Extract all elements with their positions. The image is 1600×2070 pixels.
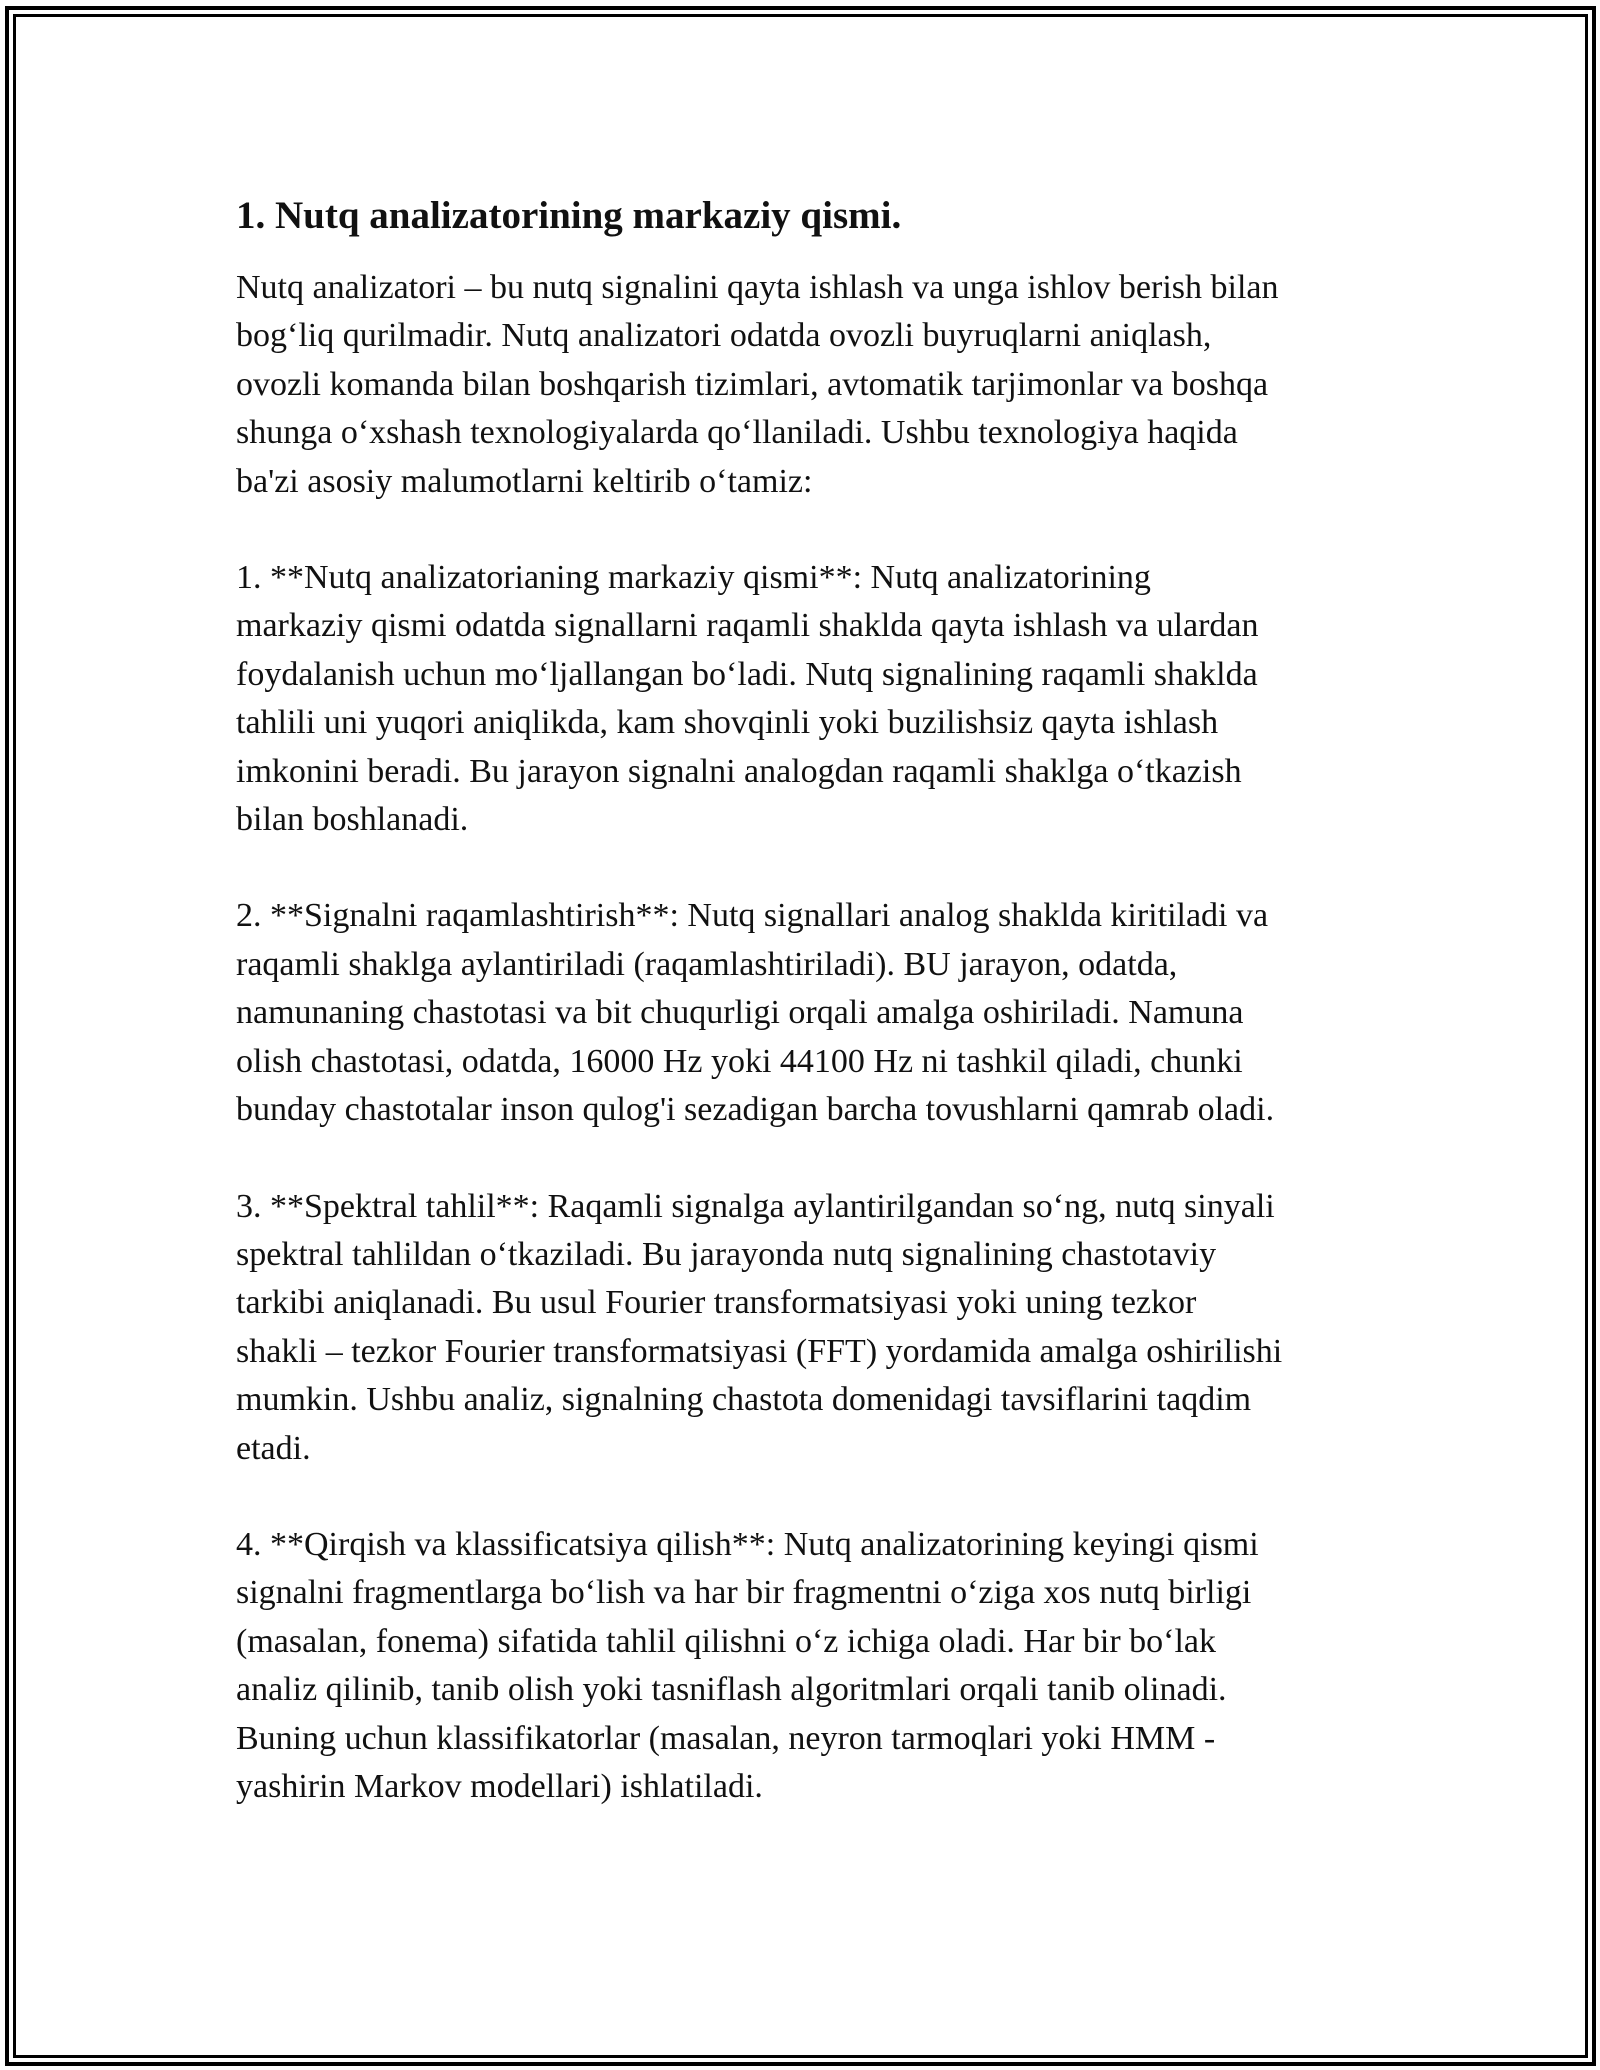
- paragraph-item-1: [236, 554, 1366, 844]
- text-line: bog‘liq qurilmadir. Nutq analizatori odatda ovozli buyruqlarni aniqlash,: [236, 317, 1212, 355]
- document-body: [236, 190, 1366, 1859]
- text-line: 4. **Qirqish va klassificatsiya qilish**: Nutq analizatorining keyingi qismi: [236, 1525, 1259, 1563]
- text-line: raqamli shaklga aylantiriladi (raqamlashtiriladi). BU jarayon, odatda,: [236, 945, 1178, 983]
- text-line: yashirin Markov modellari) ishlatiladi.: [236, 1767, 763, 1805]
- paragraph-intro: [236, 264, 1366, 506]
- paragraph-item-4: [236, 1521, 1366, 1811]
- paragraph-item-3: [236, 1183, 1366, 1473]
- text-line: analiz qilinib, tanib olish yoki tasniflash algoritmlari orqali tanib olinadi.: [236, 1671, 1227, 1709]
- text-line: signalni fragmentlarga bo‘lish va har bir fragmentni o‘ziga xos nutq birligi: [236, 1574, 1252, 1612]
- text-line: etadi.: [236, 1429, 311, 1467]
- text-line: Nutq analizatori – bu nutq signalini qayta ishlash va unga ishlov berish bilan: [236, 269, 1279, 306]
- text-line: bilan boshlanadi.: [236, 801, 469, 839]
- text-line: foydalanish uchun mo‘ljallangan bo‘ladi. Nutq signalining raqamli shaklda: [236, 655, 1258, 693]
- text-line: tahlili uni yuqori aniqlikda, kam shovqinli yoki buzilishsiz qayta ishlash: [236, 704, 1219, 742]
- text-line: ba'zi asosiy malumotlarni keltirib o‘tamiz:: [236, 462, 813, 500]
- text-line: namunaning chastotasi va bit chuqurligi orqali amalga oshiriladi. Namuna: [236, 994, 1244, 1032]
- paragraph-item-2: [236, 892, 1366, 1134]
- text-line: 3. **Spektral tahlil**: Raqamli signalga aylantirilgandan so‘ng, nutq sinyali: [236, 1187, 1275, 1225]
- text-line: spektral tahlildan o‘tkaziladi. Bu jarayonda nutq signalining chastotaviy: [236, 1235, 1217, 1273]
- text-line: tarkibi aniqlanadi. Bu usul Fourier transformatsiyasi yoki uning tezkor: [236, 1284, 1197, 1322]
- text-line: bunday chastotalar inson qulog'i sezadigan barcha tovushlarni qamrab oladi.: [236, 1091, 1275, 1129]
- text-line: shakli – tezkor Fourier transformatsiyasi (FFT) yordamida amalga oshirilishi: [236, 1332, 1283, 1370]
- text-line: shunga o‘xshash texnologiyalarda qo‘llaniladi. Ushbu texnologiya haqida: [236, 414, 1238, 452]
- text-line: imkonini beradi. Bu jarayon signalni analogdan raqamli shaklga o‘tkazish: [236, 752, 1242, 790]
- text-line: ovozli komanda bilan boshqarish tizimlari, avtomatik tarjimonlar va boshqa: [236, 365, 1269, 403]
- text-line: 2. **Signalni raqamlashtirish**: Nutq signallari analog shaklda kiritiladi va: [236, 897, 1269, 935]
- text-line: (masalan, fonema) sifatida tahlil qilishni o‘z ichiga oladi. Har bir bo‘lak: [236, 1622, 1217, 1660]
- text-line: 1. **Nutq analizatorianing markaziy qismi**: Nutq analizatorining: [236, 559, 1151, 597]
- section-heading: 1. Nutq analizatorining markaziy qismi.: [236, 194, 902, 237]
- text-line: markaziy qismi odatda signallarni raqamli shaklda qayta ishlash va ulardan: [236, 607, 1259, 645]
- text-line: olish chastotasi, odatda, 16000 Hz yoki 44100 Hz ni tashkil qiladi, chunki: [236, 1042, 1243, 1080]
- text-line: mumkin. Ushbu analiz, signalning chastota domenidagi tavsiflarini taqdim: [236, 1381, 1252, 1419]
- text-line: Buning uchun klassifikatorlar (masalan, neyron tarmoqlari yoki HMM -: [236, 1719, 1216, 1757]
